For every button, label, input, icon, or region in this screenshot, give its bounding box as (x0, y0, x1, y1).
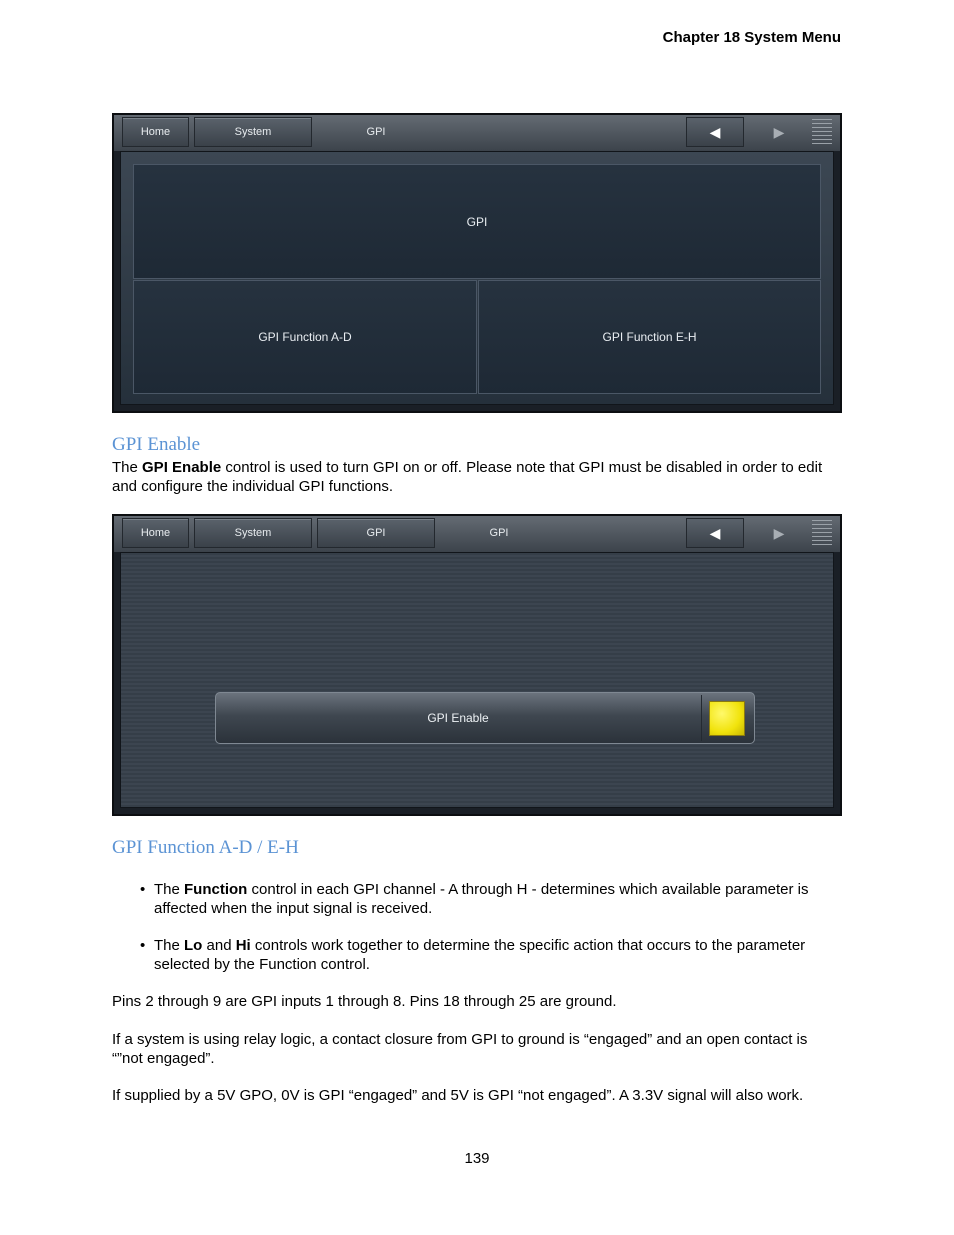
menu-icon[interactable] (812, 520, 832, 546)
system-button[interactable]: System (194, 117, 312, 147)
gpi-menu-screenshot (112, 113, 842, 413)
home-button[interactable]: Home (122, 117, 189, 147)
gpi-function-eh-tile[interactable]: GPI Function E-H (478, 280, 821, 394)
gpi-tile[interactable]: GPI (133, 164, 821, 279)
gpi-enable-panel (120, 552, 834, 808)
enable-indicator[interactable] (709, 701, 745, 736)
bullet-dot: • (140, 937, 146, 954)
nav-bar (114, 115, 840, 151)
divider (701, 695, 702, 741)
gpi-function-ad-tile[interactable]: GPI Function A-D (133, 280, 477, 394)
gpi-panel (120, 151, 834, 405)
arrow-left-icon: ◀ (709, 123, 721, 140)
breadcrumb-gpi: GPI (366, 126, 386, 138)
chapter-header: Chapter 18 System Menu (662, 29, 841, 46)
back-button[interactable] (686, 518, 744, 548)
pins-paragraph: Pins 2 through 9 are GPI inputs 1 through 8. Pins 18 through 25 are ground. (112, 993, 617, 1010)
back-button[interactable] (686, 117, 744, 147)
section-heading-gpi-function: GPI Function A-D / E-H (112, 837, 299, 858)
home-button[interactable]: Home (122, 518, 189, 548)
relay-paragraph: If a system is using relay logic, a contact closure from GPI to ground is “engaged” and an open contact is “”not engaged”. (112, 1031, 808, 1067)
gpi-enable-description: The GPI Enable control is used to turn GPI on or off. Please note that GPI must be disabled in order to edit and configure the individual GPI functions. (112, 459, 823, 495)
nav-bar (114, 516, 840, 552)
supply-paragraph: If supplied by a 5V GPO, 0V is GPI “engaged” and 5V is GPI “not engaged”. A 3.3V signal will also work. (112, 1087, 804, 1104)
gpi-button[interactable]: GPI (317, 518, 435, 548)
gpi-enable-toggle[interactable] (215, 692, 755, 744)
bullet-dot: • (140, 881, 146, 898)
gpi-enable-label: GPI Enable (427, 711, 489, 725)
page-number: 139 (464, 1150, 490, 1167)
arrow-right-icon: ▶ (773, 123, 785, 140)
arrow-right-icon: ▶ (773, 524, 785, 541)
gpi-enable-screenshot (112, 514, 842, 816)
forward-button[interactable] (750, 117, 808, 147)
breadcrumb-gpi: GPI (489, 527, 509, 539)
section-heading-gpi-enable: GPI Enable (112, 434, 201, 455)
forward-button[interactable] (750, 518, 808, 548)
system-button[interactable]: System (194, 518, 312, 548)
menu-icon[interactable] (812, 119, 832, 145)
arrow-left-icon: ◀ (709, 524, 721, 541)
